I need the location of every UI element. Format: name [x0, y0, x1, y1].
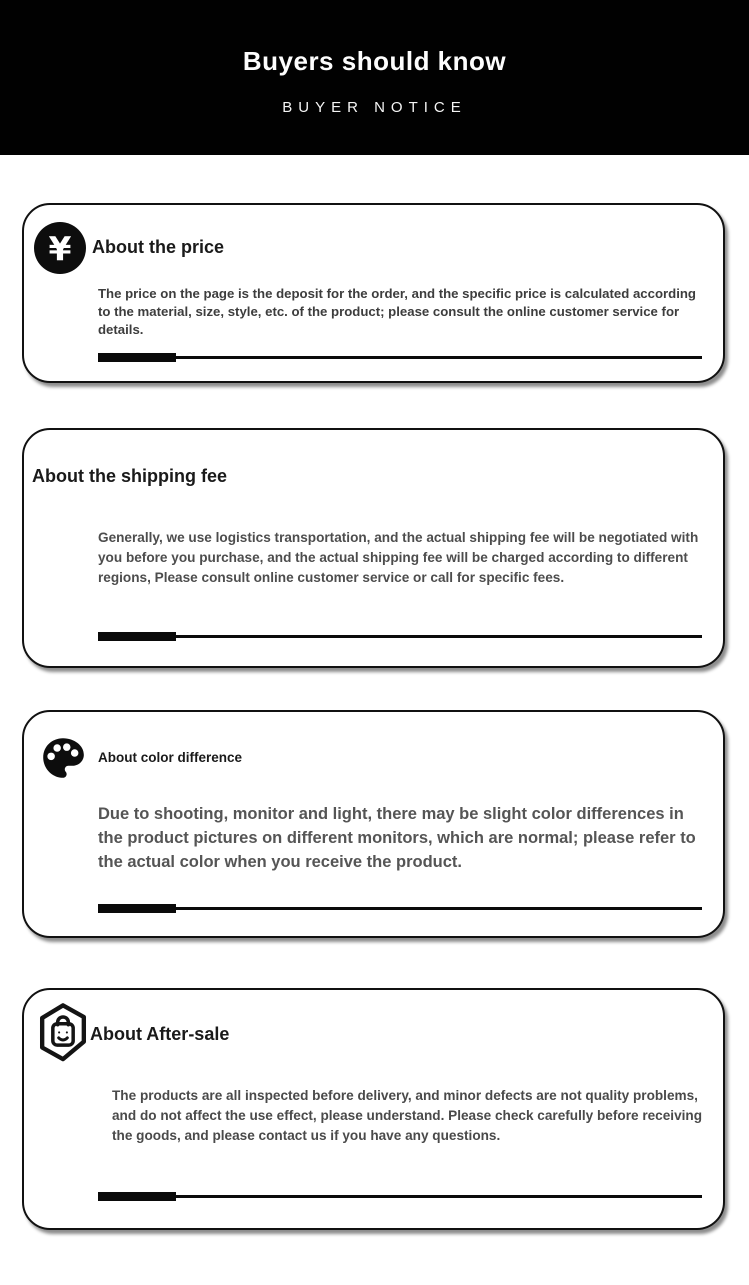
page-subtitle: BUYER NOTICE: [282, 99, 467, 116]
notice-card-color-difference: [22, 710, 725, 938]
notice-card-after-sale: [22, 988, 725, 1230]
divider: [98, 632, 702, 641]
divider: [98, 353, 702, 362]
divider-thick-bar: [98, 632, 176, 641]
notice-card-shipping: [22, 428, 725, 668]
palette-icon: [38, 732, 88, 784]
divider: [98, 904, 702, 913]
card-body-after-sale: The products are all inspected before delivery, and minor defects are not quality problems, and do not affect the use effect, please understand. Please check carefully before receiving the goods, and please contact us if you have any questions.: [112, 1088, 703, 1143]
divider-thin-line: [176, 635, 702, 638]
yen-circle-icon: [34, 222, 86, 274]
divider: [98, 1192, 702, 1201]
divider-thick-bar: [98, 904, 176, 913]
aftersale-bag-icon: [32, 1000, 94, 1064]
divider-thick-bar: [98, 1192, 176, 1201]
card-title-shipping: About the shipping fee: [32, 466, 227, 486]
divider-thin-line: [176, 907, 702, 910]
card-title-price: About the price: [92, 237, 225, 257]
page-title: Buyers should know: [242, 46, 507, 76]
card-title-after-sale: About After-sale: [90, 1024, 230, 1044]
notice-card-price: [22, 203, 725, 383]
header-banner: [0, 0, 749, 155]
card-body-price: The price on the page is the deposit for the order, and the specific price is calculated according to the material, size, style, etc. of the product; please consult the online customer service for details.: [98, 286, 696, 337]
card-title-color-difference: About color difference: [98, 750, 243, 765]
divider-thin-line: [176, 1195, 702, 1198]
card-body-color-difference: Due to shooting, monitor and light, there may be slight color differences in the product pictures on different monitors, which are normal; please refer to the actual color when you receive the product.: [98, 805, 696, 871]
card-body-shipping: Generally, we use logistics transportation, and the actual shipping fee will be negotiated with you before you purchase, and the actual shipping fee will be charged according to different regions, Please consult online customer service or call for specific fees.: [98, 530, 699, 585]
divider-thick-bar: [98, 353, 176, 362]
yen-glyph: ¥: [48, 228, 72, 268]
divider-thin-line: [176, 356, 702, 359]
